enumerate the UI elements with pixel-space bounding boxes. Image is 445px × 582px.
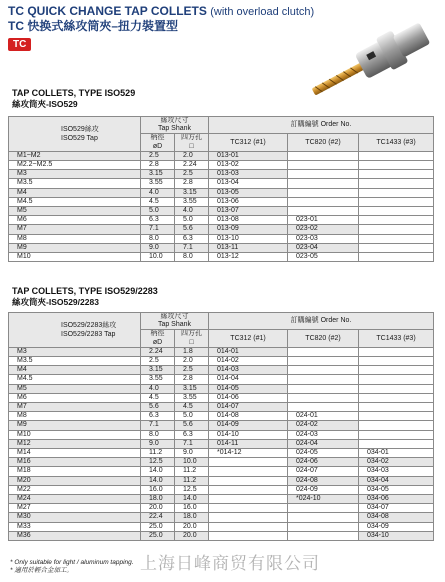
square-cell: 20.0 xyxy=(175,522,209,531)
tc1433-cell xyxy=(359,412,434,421)
tc1433-cell xyxy=(359,207,434,216)
tc1433-cell xyxy=(359,421,434,430)
tc312-cell xyxy=(209,504,288,513)
tc820-cell xyxy=(288,366,359,375)
model-cell: M33 xyxy=(9,522,141,531)
section2-title-zh: 絲攻筒夾-ISO529/2283 xyxy=(12,297,99,307)
tc1433-cell xyxy=(359,393,434,402)
col-d-header: 柄徑 øD xyxy=(141,134,175,151)
table-row xyxy=(9,151,434,160)
square-cell: 2.5 xyxy=(175,366,209,375)
table-row xyxy=(9,207,434,216)
tc820-cell: 024-08 xyxy=(288,476,359,485)
square-cell: 6.3 xyxy=(175,430,209,439)
square-cell: 3.15 xyxy=(175,384,209,393)
model-cell: M27 xyxy=(9,504,141,513)
tc1433-cell xyxy=(359,197,434,206)
tc820-cell xyxy=(288,170,359,179)
table-row xyxy=(9,375,434,384)
model-cell: M2.2~M2.5 xyxy=(9,161,141,170)
model-cell: M3.5 xyxy=(9,179,141,188)
tc1433-cell: 034-07 xyxy=(359,504,434,513)
table-row xyxy=(9,412,434,421)
table-row xyxy=(9,253,434,262)
table-row xyxy=(9,458,434,467)
table-row xyxy=(9,449,434,458)
tc820-cell: 023-03 xyxy=(288,234,359,243)
col-order-header: 訂購編號 Order No. xyxy=(209,117,434,134)
tc820-cell xyxy=(288,357,359,366)
diameter-cell: 8.0 xyxy=(141,430,175,439)
tc1433-cell: 034-10 xyxy=(359,531,434,540)
tc312-cell: 013-10 xyxy=(209,234,288,243)
tc312-cell: 014-01 xyxy=(209,347,288,356)
model-cell: M3.5 xyxy=(9,357,141,366)
diameter-cell: 8.0 xyxy=(141,234,175,243)
diameter-cell: 12.5 xyxy=(141,458,175,467)
square-cell: 18.0 xyxy=(175,513,209,522)
footnote-zh: * 適用於輕合金加工。 xyxy=(10,567,73,574)
model-cell: M16 xyxy=(9,458,141,467)
model-cell: M9 xyxy=(9,243,141,252)
square-cell: 2.8 xyxy=(175,179,209,188)
tc312-cell: 013-07 xyxy=(209,207,288,216)
square-cell: 14.0 xyxy=(175,495,209,504)
tc1433-cell xyxy=(359,439,434,448)
square-cell: 2.24 xyxy=(175,161,209,170)
tc820-cell xyxy=(288,393,359,402)
tc1433-cell: 034-09 xyxy=(359,522,434,531)
table-row xyxy=(9,403,434,412)
col-tc820-header: TC820 (#2) xyxy=(288,134,359,151)
col-tc312-header: TC312 (#1) xyxy=(209,330,288,347)
iso529-2283-table xyxy=(8,312,434,541)
tc820-cell: 024-04 xyxy=(288,439,359,448)
diameter-cell: 22.4 xyxy=(141,513,175,522)
diameter-cell: 7.1 xyxy=(141,225,175,234)
model-cell: M7 xyxy=(9,403,141,412)
square-cell: 4.5 xyxy=(175,403,209,412)
tc312-cell: 013-03 xyxy=(209,170,288,179)
diameter-cell: 4.0 xyxy=(141,384,175,393)
square-cell: 16.0 xyxy=(175,504,209,513)
model-cell: M18 xyxy=(9,467,141,476)
diameter-cell: 11.2 xyxy=(141,449,175,458)
tc312-cell: 014-04 xyxy=(209,375,288,384)
tc820-cell xyxy=(288,161,359,170)
tc312-cell xyxy=(209,485,288,494)
table-row xyxy=(9,197,434,206)
diameter-cell: 2.8 xyxy=(141,161,175,170)
model-cell: M5 xyxy=(9,384,141,393)
square-cell: 11.2 xyxy=(175,467,209,476)
square-cell: 3.55 xyxy=(175,197,209,206)
title-subtitle: (with overload clutch) xyxy=(210,6,315,18)
model-cell: M5 xyxy=(9,207,141,216)
tc820-cell: 024-01 xyxy=(288,412,359,421)
tc312-cell: 014-06 xyxy=(209,393,288,402)
tc820-cell xyxy=(288,347,359,356)
diameter-cell: 2.5 xyxy=(141,151,175,160)
tc312-cell: 013-08 xyxy=(209,216,288,225)
tc820-cell: 024-06 xyxy=(288,458,359,467)
tc1433-cell xyxy=(359,384,434,393)
tc820-cell: *024-10 xyxy=(288,495,359,504)
diameter-cell: 25.0 xyxy=(141,522,175,531)
tc1433-cell xyxy=(359,366,434,375)
table-row xyxy=(9,216,434,225)
model-cell: M4 xyxy=(9,366,141,375)
table-row xyxy=(9,504,434,513)
diameter-cell: 7.1 xyxy=(141,421,175,430)
diameter-cell: 4.0 xyxy=(141,188,175,197)
tap-collet-product-image xyxy=(300,18,440,106)
tc312-cell: 014-02 xyxy=(209,357,288,366)
table-row xyxy=(9,188,434,197)
tc820-cell: 023-05 xyxy=(288,253,359,262)
diameter-cell: 3.15 xyxy=(141,170,175,179)
square-cell: 2.0 xyxy=(175,151,209,160)
tc820-cell xyxy=(288,375,359,384)
tc312-cell: 014-07 xyxy=(209,403,288,412)
model-cell: M22 xyxy=(9,485,141,494)
tc820-cell: 024-02 xyxy=(288,421,359,430)
col-sq-header: 四方孔 □ xyxy=(175,134,209,151)
tc1433-cell xyxy=(359,347,434,356)
square-cell: 5.6 xyxy=(175,421,209,430)
tc312-cell xyxy=(209,513,288,522)
square-cell: 2.0 xyxy=(175,357,209,366)
diameter-cell: 25.0 xyxy=(141,531,175,540)
square-cell: 3.15 xyxy=(175,188,209,197)
tc820-cell xyxy=(288,151,359,160)
table-row xyxy=(9,225,434,234)
tc312-cell: *014-12 xyxy=(209,449,288,458)
square-cell: 8.0 xyxy=(175,253,209,262)
model-cell: M4.5 xyxy=(9,197,141,206)
model-cell: M9 xyxy=(9,421,141,430)
section1-title-zh: 絲攻筒夾-ISO529 xyxy=(12,99,78,109)
iso529-table xyxy=(8,116,434,262)
tc820-cell xyxy=(288,522,359,531)
table-row xyxy=(9,522,434,531)
tc1433-cell xyxy=(359,179,434,188)
tc820-cell: 023-04 xyxy=(288,243,359,252)
diameter-cell: 14.0 xyxy=(141,476,175,485)
model-cell: M14 xyxy=(9,449,141,458)
diameter-cell: 2.5 xyxy=(141,357,175,366)
section1-title-en: TAP COLLETS, TYPE ISO529 xyxy=(12,88,136,98)
model-cell: M6 xyxy=(9,216,141,225)
tc312-cell: 013-05 xyxy=(209,188,288,197)
tc820-cell xyxy=(288,504,359,513)
model-cell: M36 xyxy=(9,531,141,540)
model-cell: M10 xyxy=(9,253,141,262)
table-row xyxy=(9,243,434,252)
square-cell: 7.1 xyxy=(175,439,209,448)
table-row xyxy=(9,467,434,476)
square-cell: 20.0 xyxy=(175,531,209,540)
model-cell: M3 xyxy=(9,347,141,356)
square-cell: 5.0 xyxy=(175,216,209,225)
tc312-cell xyxy=(209,476,288,485)
tc820-cell xyxy=(288,384,359,393)
square-cell: 4.0 xyxy=(175,207,209,216)
square-cell: 5.6 xyxy=(175,225,209,234)
title-zh: TC 快换式絲攻筒夾–扭力裝置型 xyxy=(8,19,179,33)
table-row xyxy=(9,357,434,366)
diameter-cell: 10.0 xyxy=(141,253,175,262)
diameter-cell: 5.6 xyxy=(141,403,175,412)
diameter-cell: 6.3 xyxy=(141,412,175,421)
tc820-cell xyxy=(288,179,359,188)
model-cell: M8 xyxy=(9,412,141,421)
tc312-cell xyxy=(209,467,288,476)
table-row xyxy=(9,366,434,375)
model-cell: M7 xyxy=(9,225,141,234)
col-shank-header: 絲攻尺寸 Tap Shank xyxy=(141,313,209,330)
square-cell: 3.55 xyxy=(175,393,209,402)
tc1433-cell: 034-06 xyxy=(359,495,434,504)
col-sq-header: 四方孔 □ xyxy=(175,330,209,347)
diameter-cell: 9.0 xyxy=(141,439,175,448)
diameter-cell: 3.55 xyxy=(141,179,175,188)
square-cell: 10.0 xyxy=(175,458,209,467)
table-row xyxy=(9,384,434,393)
page-header xyxy=(8,4,338,52)
table-row xyxy=(9,161,434,170)
tc312-cell xyxy=(209,522,288,531)
square-cell: 11.2 xyxy=(175,476,209,485)
tc820-cell xyxy=(288,207,359,216)
tc312-cell: 013-12 xyxy=(209,253,288,262)
diameter-cell: 14.0 xyxy=(141,467,175,476)
tc1433-cell xyxy=(359,253,434,262)
tc820-cell xyxy=(288,403,359,412)
section2-title-en: TAP COLLETS, TYPE ISO529/2283 xyxy=(12,286,158,296)
model-cell: M3 xyxy=(9,170,141,179)
table-row xyxy=(9,485,434,494)
tc1433-cell xyxy=(359,170,434,179)
page-title xyxy=(8,4,338,19)
tc312-cell: 013-04 xyxy=(209,179,288,188)
title-en: TC QUICK CHANGE TAP COLLETS xyxy=(8,4,207,18)
square-cell: 9.0 xyxy=(175,449,209,458)
tc820-cell: 024-03 xyxy=(288,430,359,439)
section2-title xyxy=(12,286,158,308)
table-row xyxy=(9,393,434,402)
tc1433-cell xyxy=(359,188,434,197)
tc312-cell: 014-05 xyxy=(209,384,288,393)
model-cell: M20 xyxy=(9,476,141,485)
tc1433-cell xyxy=(359,225,434,234)
model-cell: M4 xyxy=(9,188,141,197)
table-row xyxy=(9,170,434,179)
table-row xyxy=(9,439,434,448)
tc312-cell: 014-09 xyxy=(209,421,288,430)
section1-title xyxy=(12,88,135,110)
diameter-cell: 4.5 xyxy=(141,393,175,402)
tc312-cell xyxy=(209,458,288,467)
tc1433-cell xyxy=(359,243,434,252)
table-row xyxy=(9,430,434,439)
table-row xyxy=(9,476,434,485)
tc312-cell: 014-08 xyxy=(209,412,288,421)
square-cell: 6.3 xyxy=(175,234,209,243)
tc820-cell xyxy=(288,513,359,522)
table-row xyxy=(9,531,434,540)
tc1433-cell: 034-02 xyxy=(359,458,434,467)
tc820-cell: 024-09 xyxy=(288,485,359,494)
tc312-cell xyxy=(209,495,288,504)
square-cell: 7.1 xyxy=(175,243,209,252)
footnote-en: * Only suitable for light / aluminum tapping. xyxy=(10,559,134,566)
col-tc312-header: TC312 (#1) xyxy=(209,134,288,151)
model-cell: M30 xyxy=(9,513,141,522)
tc1433-cell xyxy=(359,216,434,225)
table-row xyxy=(9,234,434,243)
diameter-cell: 3.15 xyxy=(141,366,175,375)
col-model-header: ISO529/2283絲攻 ISO529/2283 Tap xyxy=(9,313,141,348)
col-tc1433-header: TC1433 (#3) xyxy=(359,134,434,151)
diameter-cell: 3.55 xyxy=(141,375,175,384)
watermark: 上海日峰商贸有限公司 xyxy=(140,554,320,574)
diameter-cell: 20.0 xyxy=(141,504,175,513)
tc312-cell: 013-01 xyxy=(209,151,288,160)
table-row xyxy=(9,179,434,188)
tc1433-cell: 034-08 xyxy=(359,513,434,522)
diameter-cell: 5.0 xyxy=(141,207,175,216)
table-row xyxy=(9,495,434,504)
diameter-cell: 18.0 xyxy=(141,495,175,504)
diameter-cell: 2.24 xyxy=(141,347,175,356)
square-cell: 12.5 xyxy=(175,485,209,494)
tc820-cell: 024-07 xyxy=(288,467,359,476)
diameter-cell: 6.3 xyxy=(141,216,175,225)
tc312-cell: 013-11 xyxy=(209,243,288,252)
col-tc820-header: TC820 (#2) xyxy=(288,330,359,347)
tc1433-cell xyxy=(359,161,434,170)
tc312-cell: 014-11 xyxy=(209,439,288,448)
model-cell: M4.5 xyxy=(9,375,141,384)
col-shank-header: 絲攻尺寸 Tap Shank xyxy=(141,117,209,134)
tc1433-cell xyxy=(359,430,434,439)
tc820-cell: 023-01 xyxy=(288,216,359,225)
tc1433-cell xyxy=(359,357,434,366)
tc820-cell: 023-02 xyxy=(288,225,359,234)
model-cell: M12 xyxy=(9,439,141,448)
diameter-cell: 16.0 xyxy=(141,485,175,494)
tc1433-cell xyxy=(359,234,434,243)
footnote xyxy=(10,559,134,575)
tc312-cell: 014-03 xyxy=(209,366,288,375)
tc1433-cell: 034-04 xyxy=(359,476,434,485)
tc1433-cell: 034-05 xyxy=(359,485,434,494)
col-model-header: ISO529絲攻 ISO529 Tap xyxy=(9,117,141,152)
model-cell: M10 xyxy=(9,430,141,439)
tc1433-cell: 034-01 xyxy=(359,449,434,458)
diameter-cell: 9.0 xyxy=(141,243,175,252)
model-cell: M24 xyxy=(9,495,141,504)
tc1433-cell xyxy=(359,375,434,384)
tc-badge: TC xyxy=(8,38,31,51)
model-cell: M1~M2 xyxy=(9,151,141,160)
tc1433-cell xyxy=(359,151,434,160)
col-tc1433-header: TC1433 (#3) xyxy=(359,330,434,347)
col-d-header: 柄徑 øD xyxy=(141,330,175,347)
tc820-cell: 024-05 xyxy=(288,449,359,458)
tc820-cell xyxy=(288,188,359,197)
model-cell: M6 xyxy=(9,393,141,402)
tc312-cell: 013-09 xyxy=(209,225,288,234)
tc1433-cell: 034-03 xyxy=(359,467,434,476)
col-order-header: 訂購編號 Order No. xyxy=(209,313,434,330)
table-row xyxy=(9,513,434,522)
tc312-cell xyxy=(209,531,288,540)
table-row xyxy=(9,347,434,356)
table-row xyxy=(9,421,434,430)
tc820-cell xyxy=(288,531,359,540)
tc1433-cell xyxy=(359,403,434,412)
square-cell: 2.8 xyxy=(175,375,209,384)
tc312-cell: 013-06 xyxy=(209,197,288,206)
square-cell: 1.8 xyxy=(175,347,209,356)
square-cell: 5.0 xyxy=(175,412,209,421)
diameter-cell: 4.5 xyxy=(141,197,175,206)
tc820-cell xyxy=(288,197,359,206)
model-cell: M8 xyxy=(9,234,141,243)
square-cell: 2.5 xyxy=(175,170,209,179)
tc312-cell: 014-10 xyxy=(209,430,288,439)
tc312-cell: 013-02 xyxy=(209,161,288,170)
